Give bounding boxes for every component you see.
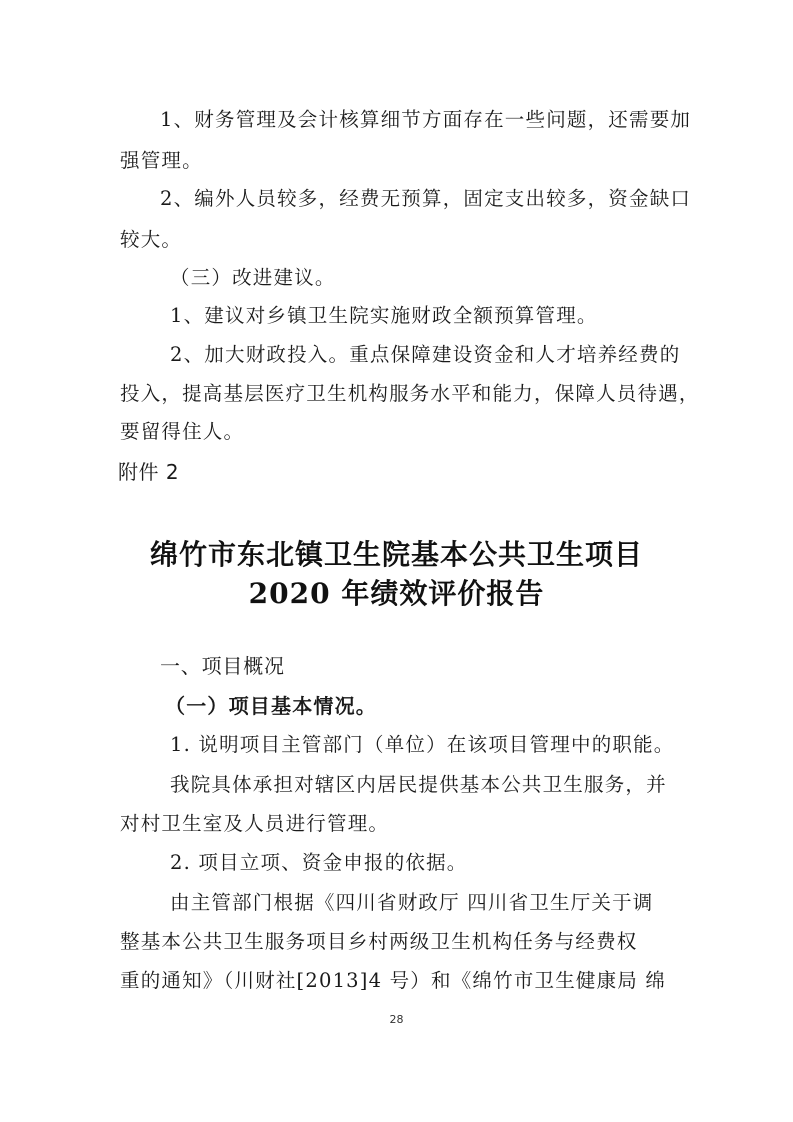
- paragraph-line: 1、财务管理及会计核算细节方面存在一些问题，还需要加: [160, 108, 692, 131]
- paragraph-line: 我院具体承担对辖区内居民提供基本公共卫生服务，并: [170, 773, 667, 796]
- paragraph-line: 对村卫生室及人员进行管理。: [120, 812, 390, 835]
- paragraph-line: 投入，提高基层医疗卫生机构服务水平和能力，保障人员待遇，: [120, 382, 700, 405]
- section-heading: 一、项目概况: [160, 654, 285, 678]
- paragraph-line: 1. 说明项目主管部门（单位）在该项目管理中的职能。: [170, 733, 675, 756]
- section-subheading: （一）项目基本情况。: [165, 694, 377, 718]
- page-number: 28: [389, 1013, 404, 1026]
- report-title-line-1: 绵竹市东北镇卫生院基本公共卫生项目: [149, 538, 643, 571]
- subsection-heading: （三）改进建议。: [170, 266, 336, 289]
- paragraph-line: 1、建议对乡镇卫生院实施财政全额预算管理。: [170, 304, 598, 327]
- paragraph-line: 2. 项目立项、资金申报的依据。: [170, 851, 468, 874]
- paragraph-line: 较大。: [120, 228, 183, 251]
- attachment-label: 附件 2: [118, 460, 180, 484]
- paragraph-line: 要留得住人。: [120, 420, 245, 443]
- report-title-line-2: 2020 年绩效评价报告: [248, 577, 545, 610]
- paragraph-line: 2、加大财政投入。重点保障建设资金和人才培养经费的: [170, 343, 681, 366]
- paragraph-line: 重的通知》（川财社[2013]4 号）和《绵竹市卫生健康局 绵: [120, 969, 667, 992]
- paragraph-line: 整基本公共卫生服务项目乡村两级卫生机构任务与经费权: [120, 930, 638, 953]
- paragraph-line: 2、编外人员较多，经费无预算，固定支出较多，资金缺口: [160, 187, 692, 210]
- paragraph-line: 由主管部门根据《四川省财政厅 四川省卫生厅关于调: [170, 891, 654, 914]
- paragraph-line: 强管理。: [120, 149, 203, 172]
